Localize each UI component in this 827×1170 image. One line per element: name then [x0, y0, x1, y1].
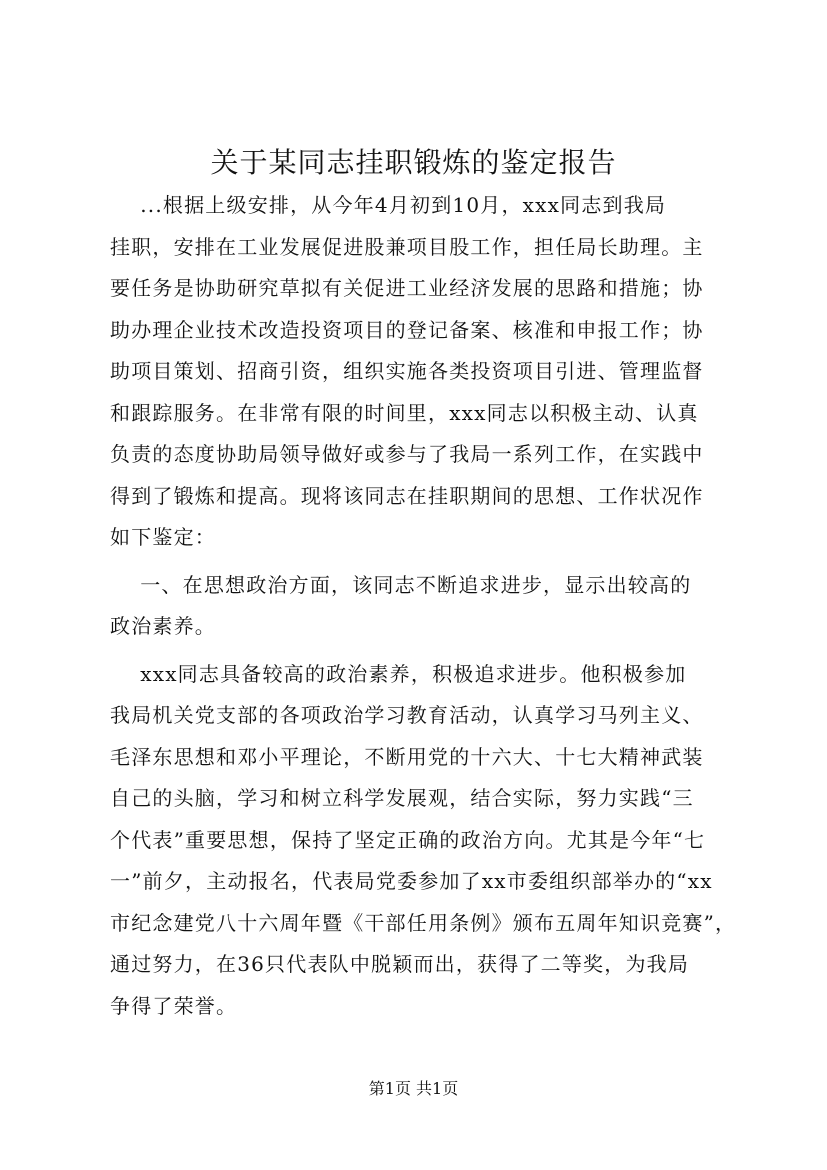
text-line: 得到了锻炼和提高。现将该同志在挂职期间的思想、工作状况作 [110, 483, 704, 508]
document-title: 关于某同志挂职锻炼的鉴定报告 [210, 146, 617, 179]
text-line: 要任务是协助研究草拟有关促进工业经济发展的思路和措施；协 [110, 276, 704, 300]
text-line: 市纪念建党八十六周年暨《干部任用条例》颁布五周年知识竞赛”， [110, 910, 737, 935]
section-heading-line: 一、在思想政治方面，该同志不断追求进步，显示出较高的 [110, 572, 692, 597]
text-line: 助办理企业技术改造投资项目的登记备案、核准和申报工作；协 [110, 317, 704, 342]
text-line: 毛泽东思想和邓小平理论，不断用党的十六大、十七大精神武装 [110, 744, 704, 769]
text-line: 通过努力，在36只代表队中脱颖而出，获得了二等奖，为我局 [110, 952, 690, 976]
text-line: 和跟踪服务。在非常有限的时间里，xxx同志以积极主动、认真 [110, 400, 699, 425]
text-line: 争得了荣誉。 [110, 993, 238, 1018]
text-line: xxx同志具备较高的政治素养，积极追求进步。他积极参加 [110, 661, 687, 686]
document-body [110, 185, 737, 1027]
text-line: 我局机关党支部的各项政治学习教育活动，认真学习马列主义、 [110, 703, 704, 727]
text-line: 助项目策划、招商引资，组织实施各类投资项目引进、管理监督 [110, 359, 704, 383]
text-line: ...根据上级安排，从今年4月初到10月，xxx同志到我局 [110, 193, 667, 217]
text-line: 个代表”重要思想，保持了坚定正确的政治方向。尤其是今年“七 [110, 827, 706, 852]
text-line: 如下鉴定： [110, 525, 216, 549]
paragraph [110, 185, 730, 559]
page-footer: 第1页 共1页 [368, 1079, 459, 1098]
text-line: 挂职，安排在工业发展促进股兼项目股工作，担任局长助理。主 [110, 234, 704, 259]
text-line: 自己的头脑，学习和树立科学发展观，结合实际，努力实践“三 [110, 786, 694, 810]
paragraph [110, 654, 737, 1028]
section-heading-line: 政治素养。 [110, 614, 216, 638]
text-line: 一”前夕，主动报名，代表局党委参加了xx市委组织部举办的“xx [110, 869, 713, 893]
paragraph [110, 565, 730, 648]
text-line: 负责的态度协助局领导做好或参与了我局一系列工作，在实践中 [110, 442, 704, 466]
